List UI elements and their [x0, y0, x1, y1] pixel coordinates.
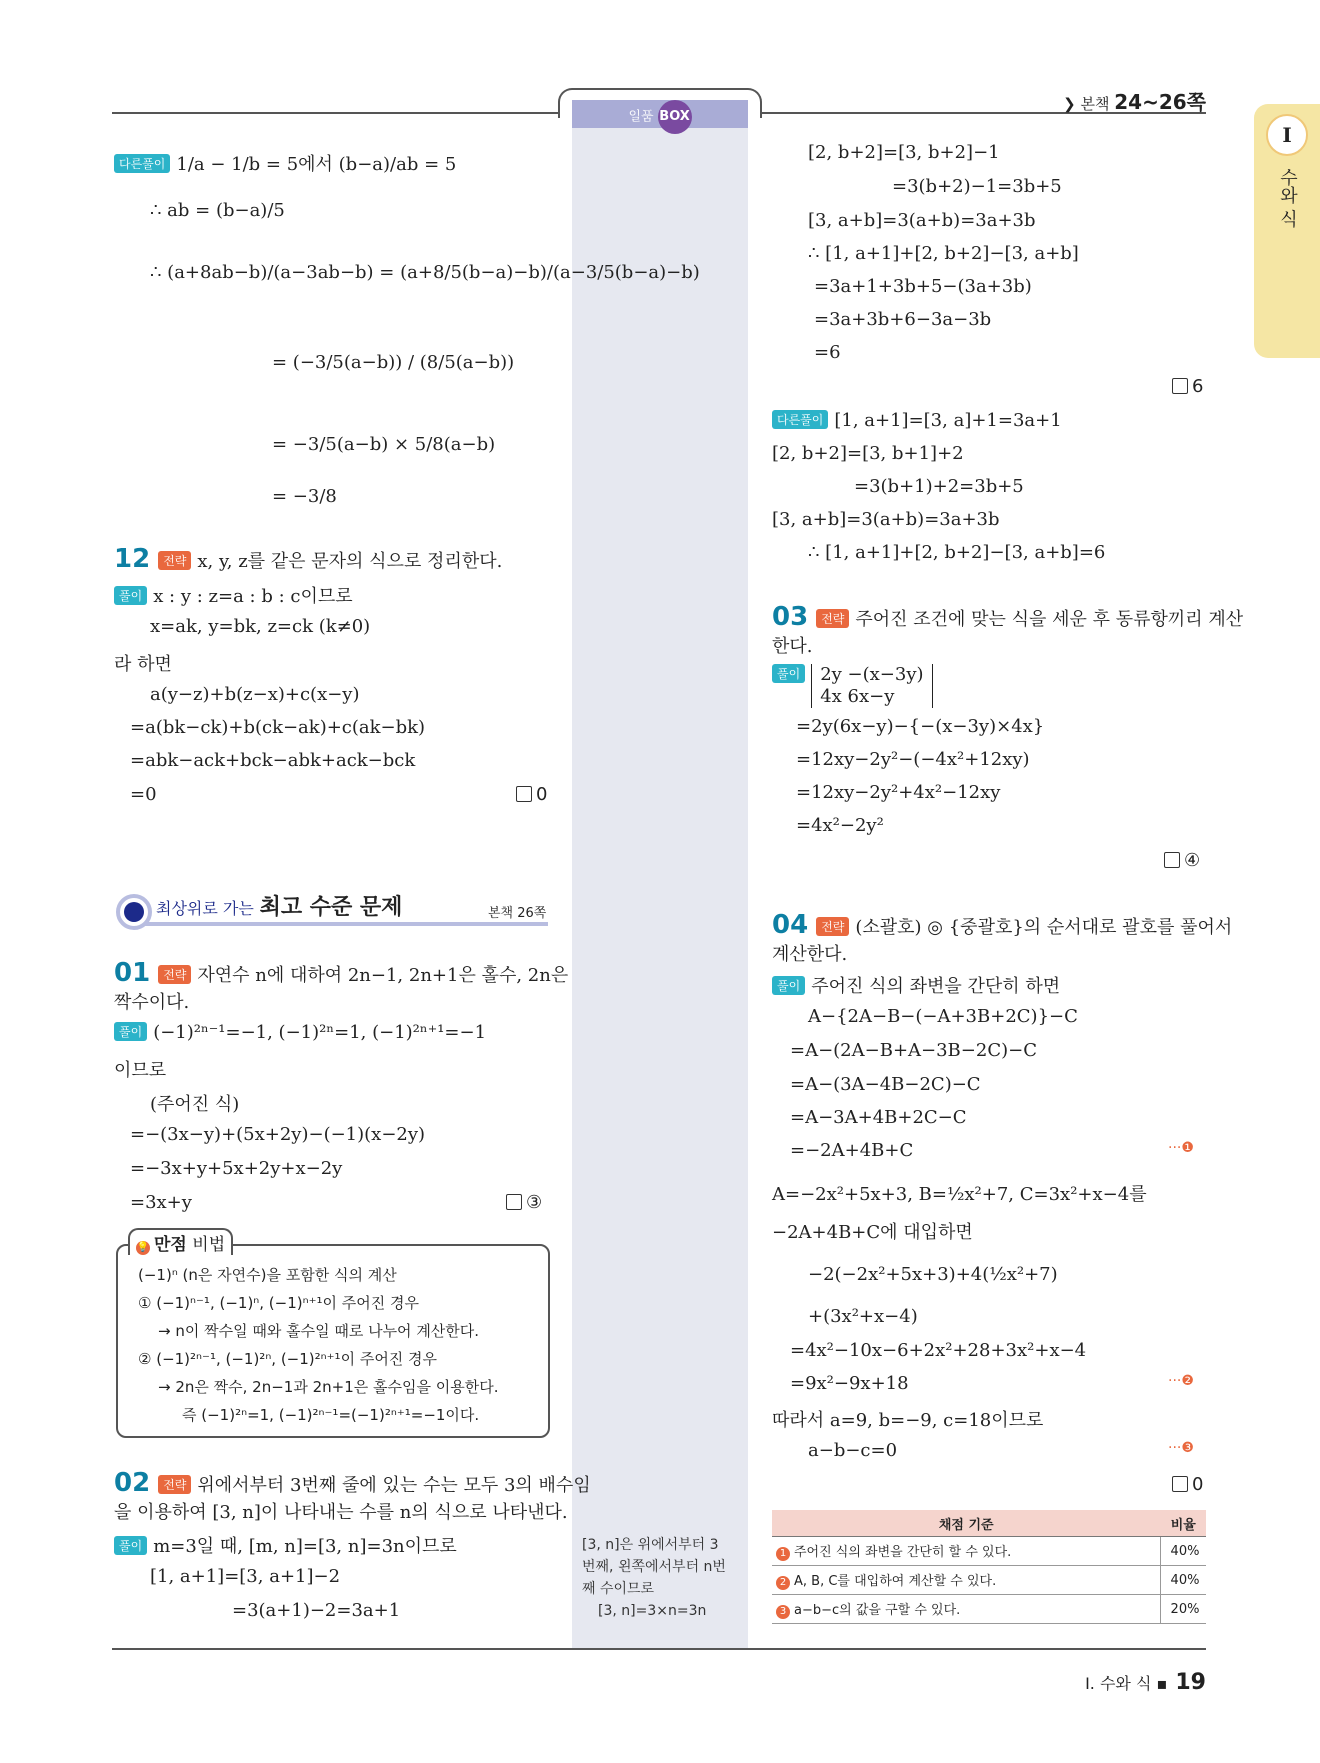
chapter-number: I: [1266, 114, 1308, 156]
section-title: 최상위로 가는 최고 수준 문제: [156, 895, 403, 920]
q04-heading: 04 전략 (소괄호) ◎ {중괄호}의 순서대로 괄호를 풀어서: [772, 910, 1233, 940]
alt-line-2: ∴ ab = (b−a)/5: [150, 200, 285, 221]
alt-line-5: = −3/5(a−b) × 5/8(a−b): [272, 434, 496, 455]
q03-matrix: 풀이 2y −(x−3y) 4x 6x−y: [772, 664, 933, 708]
alt-line-1: 다른풀이 1/a − 1/b = 5에서 (b−a)/ab = 5: [114, 150, 456, 176]
q12-step-7: =0: [130, 784, 157, 805]
r-line-1: [2, b+2]=[3, b+2]−1: [808, 142, 1000, 163]
mark-3: ···❸: [1168, 1440, 1194, 1456]
q04-step-8: −2(−2x²+5x+3)+4(½x²+7): [808, 1264, 1058, 1285]
q01-step-3: (주어진 식): [150, 1094, 240, 1115]
q02-heading: 02 전략 위에서부터 3번째 줄에 있는 수는 모두 3의 배수임: [114, 1468, 591, 1498]
q02-heading-cont: 을 이용하여 [3, n]이 나타내는 수를 n의 식으로 나타낸다.: [114, 1502, 568, 1523]
q01-answer: ③: [506, 1192, 542, 1213]
q03-step-2: =12xy−2y²−(−4x²+12xy): [796, 749, 1030, 770]
q04-step-11: =9x²−9x+18: [790, 1373, 909, 1394]
q03-step-4: =4x²−2y²: [796, 815, 884, 836]
r-line-3: [3, a+b]=3(a+b)=3a+3b: [808, 210, 1036, 231]
q03-heading: 03 전략 주어진 조건에 맞는 식을 세운 후 동류항끼리 계산: [772, 602, 1244, 632]
q04-step-13: a−b−c=0: [808, 1440, 898, 1461]
q04-heading-cont: 계산한다.: [772, 944, 848, 965]
q04-answer: 0: [1172, 1474, 1203, 1495]
q01-step-4: =−(3x−y)+(5x+2y)−(−1)(x−2y): [130, 1124, 426, 1145]
section-underline: [132, 922, 548, 926]
answer-icon: [1172, 1476, 1188, 1492]
q04-step-2: =A−(2A−B+A−3B−2C)−C: [790, 1040, 1037, 1061]
r-alt-4: [3, a+b]=3(a+b)=3a+3b: [772, 509, 1000, 530]
chapter-tab[interactable]: [1254, 104, 1320, 358]
alt-line-6: = −3/8: [272, 486, 337, 507]
tip-header: 💡 만점 비법: [128, 1228, 233, 1255]
q02-answer: 6: [1172, 376, 1203, 397]
q01-heading-cont: 짝수이다.: [114, 992, 190, 1013]
q03-step-3: =12xy−2y²+4x²−12xy: [796, 782, 1001, 803]
q04-step-4: =A−3A+4B+2C−C: [790, 1107, 967, 1128]
q01-step-6: =3x+y: [130, 1192, 192, 1213]
q12-step-2: x=ak, y=bk, z=ck (k≠0): [150, 616, 371, 637]
answer-icon: [1164, 852, 1180, 868]
r-alt-1: 다른풀이 [1, a+1]=[3, a]+1=3a+1: [772, 410, 1062, 431]
q12-step-3: 라 하면: [114, 654, 172, 675]
tip-line-1: (−1)ⁿ (n은 자연수)을 포함한 식의 계산: [138, 1266, 397, 1284]
bottom-rule: [112, 1648, 1206, 1650]
q04-step-5: =−2A+4B+C: [790, 1140, 914, 1161]
r-line-4: ∴ [1, a+1]+[2, b+2]−[3, a+b]: [808, 243, 1079, 264]
mark-2: ···❷: [1168, 1373, 1194, 1389]
q12-step-6: =abk−ack+bck−abk+ack−bck: [130, 750, 416, 771]
section-ref: 본책 26쪽: [488, 906, 547, 921]
page-reference: ❯ 본책 24~26쪽: [1063, 90, 1206, 114]
tip-box: [116, 1244, 550, 1438]
q12-answer: 0: [516, 784, 547, 805]
r-alt-5: ∴ [1, a+1]+[2, b+2]−[3, a+b]=6: [808, 542, 1106, 563]
tip-line-3: → n이 짝수일 때와 홀수일 때로 나누어 계산한다.: [158, 1322, 480, 1340]
r-line-6: =3a+3b+6−3a−3b: [814, 309, 992, 330]
q01-heading: 01 전략 자연수 n에 대하여 2n−1, 2n+1은 홀수, 2n은: [114, 958, 569, 988]
q02-step-3: =3(a+1)−2=3a+1: [232, 1600, 401, 1621]
q12-step-1: 풀이 x : y : z=a : b : c이므로: [114, 582, 353, 608]
q01-step-2: 이므로: [114, 1060, 167, 1081]
box-label: 일품 BOX: [572, 100, 748, 128]
alt-line-4: = (−3/5(a−b)) / (8/5(a−b)): [272, 352, 515, 373]
r-alt-2: [2, b+2]=[3, b+1]+2: [772, 443, 964, 464]
q03-answer: ④: [1164, 850, 1200, 871]
box-note: [3, n]은 위에서부터 3 번째, 왼쪽에서부터 n번 째 수이므로 [3, n]=3×n=3n: [582, 1537, 726, 1619]
tip-line-6: 즉 (−1)²ⁿ=1, (−1)²ⁿ⁻¹=(−1)²ⁿ⁺¹=−1이다.: [182, 1406, 480, 1424]
q04-step-10: =4x²−10x−6+2x²+28+3x²+x−4: [790, 1340, 1087, 1361]
r-alt-3: =3(b+1)+2=3b+5: [854, 476, 1024, 497]
tip-line-2: ① (−1)ⁿ⁻¹, (−1)ⁿ, (−1)ⁿ⁺¹이 주어진 경우: [138, 1294, 420, 1312]
box-column: [572, 100, 748, 1648]
table-row: 1 주어진 식의 좌변을 간단히 할 수 있다. 40%: [772, 1537, 1206, 1566]
q03-heading-cont: 한다.: [772, 636, 813, 657]
r-line-5: =3a+1+3b+5−(3a+3b): [814, 276, 1032, 297]
section-dot-icon: [116, 894, 152, 930]
q04-step-9: +(3x²+x−4): [808, 1306, 918, 1327]
footer: I. 수와 식 ▪ 19: [1085, 1670, 1206, 1695]
page-number: 19: [1175, 1670, 1206, 1695]
q01-step-1: 풀이 (−1)²ⁿ⁻¹=−1, (−1)²ⁿ=1, (−1)²ⁿ⁺¹=−1: [114, 1022, 486, 1043]
q12-heading: 12 전략 x, y, z를 같은 문자의 식으로 정리한다.: [114, 544, 503, 574]
lightbulb-icon: 💡: [136, 1242, 150, 1253]
q02-step-1: 풀이 m=3일 때, [m, n]=[3, n]=3n이므로: [114, 1532, 457, 1558]
box-badge: BOX: [658, 100, 692, 134]
answer-icon: [506, 1194, 522, 1210]
q04-step-0: 풀이 주어진 식의 좌변을 간단히 하면: [772, 972, 1060, 998]
q12-step-5: =a(bk−ck)+b(ck−ak)+c(ak−bk): [130, 717, 426, 738]
chapter-label: 수와 식: [1277, 168, 1298, 228]
q04-step-6: A=−2x²+5x+3, B=½x²+7, C=3x²+x−4를: [772, 1184, 1147, 1205]
q12-step-4: a(y−z)+b(z−x)+c(x−y): [150, 684, 360, 705]
q04-step-3: =A−(3A−4B−2C)−C: [790, 1074, 981, 1095]
q02-step-2: [1, a+1]=[3, a+1]−2: [150, 1566, 341, 1587]
grading-table: [772, 1510, 1206, 1624]
table-row: 2 A, B, C를 대입하여 계산할 수 있다. 40%: [772, 1566, 1206, 1595]
tip-line-5: → 2n은 짝수, 2n−1과 2n+1은 홀수임을 이용한다.: [158, 1378, 499, 1396]
mark-1: ···❶: [1168, 1140, 1194, 1156]
answer-icon: [1172, 378, 1188, 394]
q04-step-1: A−{2A−B−(−A+3B+2C)}−C: [808, 1006, 1078, 1027]
answer-icon: [516, 786, 532, 802]
tip-line-4: ② (−1)²ⁿ⁻¹, (−1)²ⁿ, (−1)²ⁿ⁺¹이 주어진 경우: [138, 1350, 438, 1368]
table-row: 3 a−b−c의 값을 구할 수 있다. 20%: [772, 1595, 1206, 1624]
q01-step-5: =−3x+y+5x+2y+x−2y: [130, 1158, 343, 1179]
grading-header-ratio: 비율: [1161, 1510, 1207, 1537]
alt-line-3: ∴ (a+8ab−b)/(a−3ab−b) = (a+8/5(b−a)−b)/(a−3/5(b−a)−b): [150, 262, 700, 283]
r-line-7: =6: [814, 342, 841, 363]
r-line-2: =3(b+2)−1=3b+5: [892, 176, 1062, 197]
q04-step-12: 따라서 a=9, b=−9, c=18이므로: [772, 1410, 1044, 1431]
q03-step-1: =2y(6x−y)−{−(x−3y)×4x}: [796, 716, 1045, 737]
q04-step-7: −2A+4B+C에 대입하면: [772, 1222, 973, 1243]
grading-header-criteria: 채점 기준: [772, 1510, 1161, 1537]
